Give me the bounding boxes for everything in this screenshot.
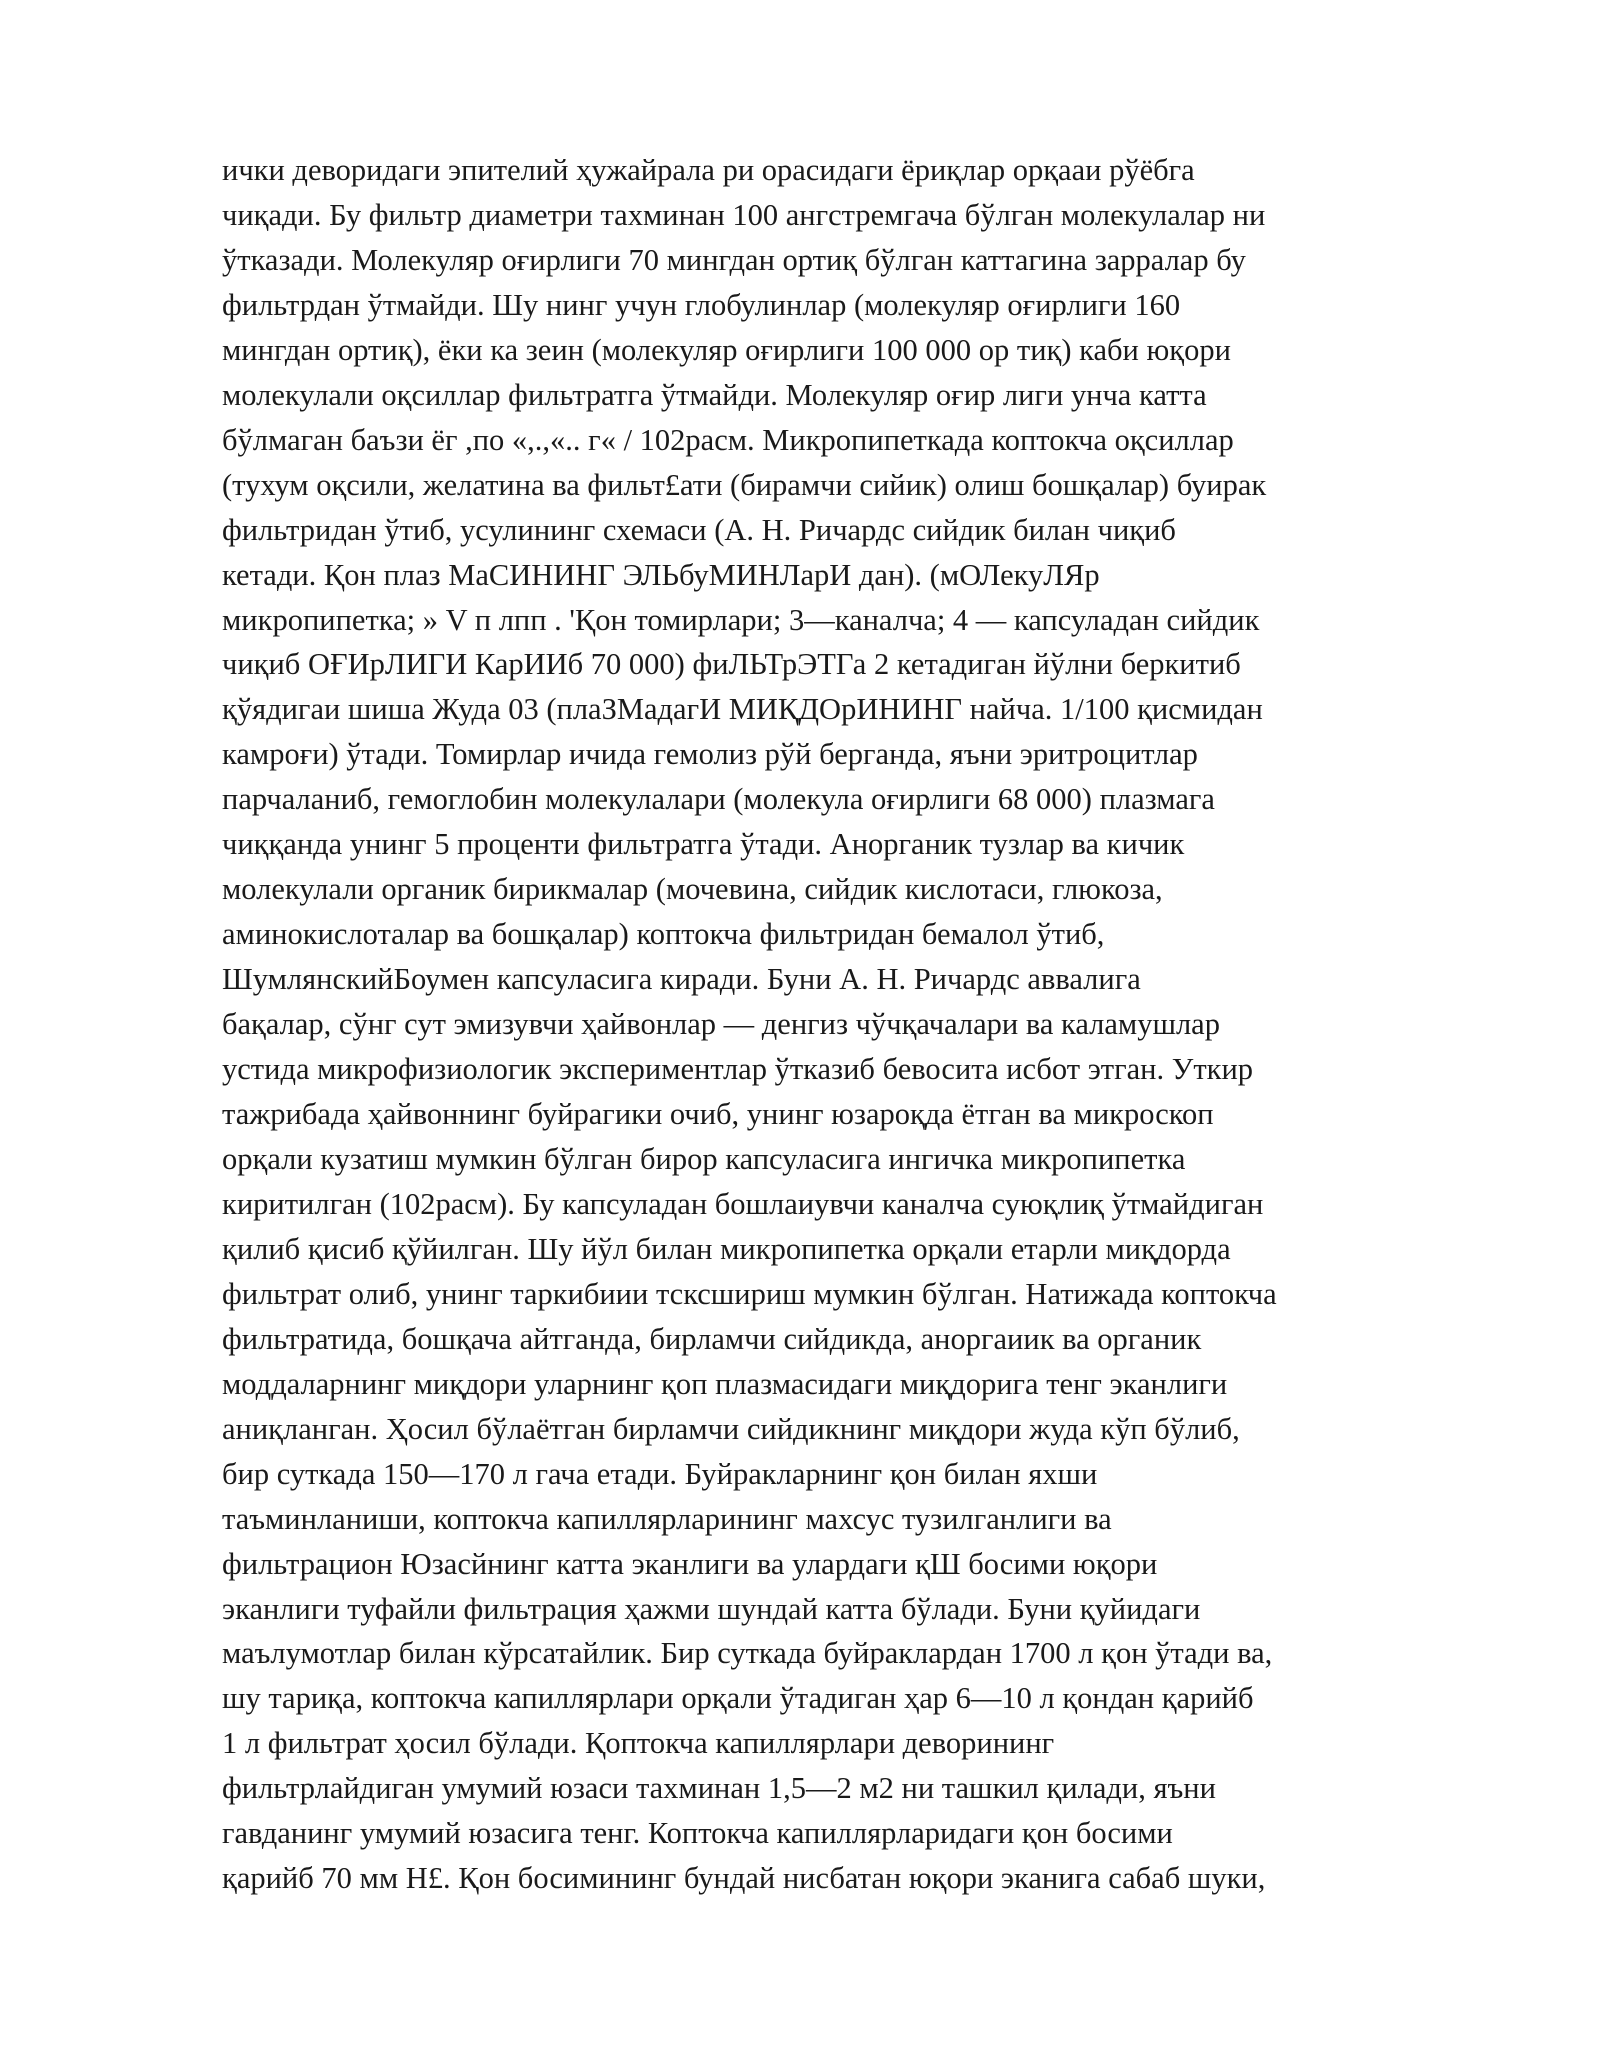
text-line: бўлмаган баъзи ёг ,по «,.,«.. г« / 102расм. Микропипеткада коптокча оқсиллар xyxy=(222,422,1234,457)
text-line: чиқиб ОҒИрЛИГИ КарИИб 70 000) фиЛЬТрЭТГа 2 кетадиган йўлни беркитиб xyxy=(222,647,1241,682)
text-line: аминокислоталар ва бошқалар) коптокча фильтридан бемалол ўтиб, xyxy=(222,917,1105,952)
text-line: молекулали оқсиллар фильтратга ўтмайди. Молекуляр оғир лиги унча катта xyxy=(222,377,1207,412)
text-line: фильтратида, бошқача айтганда, бирламчи сийдикда, аноргаиик ва органик xyxy=(222,1321,1202,1356)
text-line: қўядигаи шиша Жуда 03 (плаЗМадагИ МИҚДОрИНИНГ найча. 1/100 қисмидан xyxy=(222,692,1263,727)
text-line: маълумотлар билан кўрсатайлик. Бир суткада буйраклардан 1700 л қон ўтади ва, xyxy=(222,1636,1273,1671)
text-line: фильтрлайдиган умумий юзаси тахминан 1,5—2 м2 ни ташкил қилади, яъни xyxy=(222,1771,1216,1806)
text-line: киритилган (102расм). Бу капсуладан бошлаиувчи каналча суюқлиқ ўтмайдиган xyxy=(222,1186,1264,1221)
text-line: устида микрофизиологик экспериментлар ўтказиб бевосита исбот этган. Уткир xyxy=(222,1052,1254,1087)
text-line: ШумлянскийБоумен капсуласига киради. Буни А. Н. Ричардс аввалига xyxy=(222,962,1141,997)
text-line: кетади. Қон плаз МаСИНИНГ ЭЛЬбуМИНЛарИ дан). (мОЛекуЛЯр xyxy=(222,557,1100,592)
text-line: фильтрдан ўтмайди. Шу нинг учун глобулинлар (молекуляр оғирлиги 160 xyxy=(222,287,1181,322)
text-line: фильтрат олиб, унинг таркибиии тсксшириш мумкин бўлган. Натижада коптокча xyxy=(222,1276,1277,1311)
text-line: (тухум оқсили, желатина ва фильт£ати (бирамчи сийик) олиш бошқалар) буирак xyxy=(222,467,1267,502)
text-line: 1 л фильтрат ҳосил бўлади. Қоптокча капиллярлари деворининг xyxy=(222,1726,1055,1761)
text-line: бир суткада 150—170 л гача етади. Буйракларнинг қон билан яхши xyxy=(222,1456,1098,1491)
text-line: ўтказади. Молекуляр оғирлиги 70 мингдан ортиқ бўлган каттагина зарралар бу xyxy=(222,242,1246,277)
text-line: мингдан ортиқ), ёки ка зеин (молекуляр оғирлиги 100 000 ор тиқ) каби юқори xyxy=(222,332,1231,367)
text-line: камроғи) ўтади. Томирлар ичида гемолиз рўй берганда, яъни эритроцитлар xyxy=(222,737,1198,772)
text-line: моддаларнинг миқдори уларнинг қоп плазмасидаги миқдорига тенг эканлиги xyxy=(222,1366,1228,1401)
text-line: чиққанда унинг 5 проценти фильтратга ўтади. Анорганик тузлар ва кичик xyxy=(222,827,1185,862)
text-line: парчаланиб, гемоглобин молекулалари (молекула оғирлиги 68 000) плазмага xyxy=(222,782,1215,817)
text-line: молекулали органик бирикмалар (мочевина, сийдик кислотаси, глюкоза, xyxy=(222,872,1163,907)
text-line: бақалар, сўнг сут эмизувчи ҳайвонлар — денгиз чўчқачалари ва каламушлар xyxy=(222,1007,1220,1042)
text-line: фильтридан ўтиб, усулининг схемаси (А. Н. Ричардс сийдик билан чиқиб xyxy=(222,512,1176,547)
text-line: тажрибада ҳайвоннинг буйрагики очиб, унинг юзароқда ётган ва микроскоп xyxy=(222,1097,1214,1132)
text-line: орқали кузатиш мумкин бўлган бирор капсуласига ингичка микропипетка xyxy=(222,1141,1186,1176)
text-line: аниқланган. Ҳосил бўлаётган бирламчи сийдикнинг миқдори жуда кўп бўлиб, xyxy=(222,1411,1240,1446)
text-line: таъминланиши, коптокча капиллярларининг махсус тузилганлиги ва xyxy=(222,1501,1112,1536)
text-line: ички деворидаги эпителий ҳужайрала ри орасидаги ёриқлар орқааи рўёбга xyxy=(222,153,1195,187)
text-line: шу тариқа, коптокча капиллярлари орқали ўтадиган ҳар 6—10 л қондан қарийб xyxy=(222,1681,1254,1716)
text-line: микропипетка; » V п лпп . 'Қон томирлари; 3—каналча; 4 — капсуладан сийдик xyxy=(222,602,1260,637)
text-line: гавданинг умумий юзасига тенг. Коптокча капиллярларидаги қон босими xyxy=(222,1816,1173,1851)
text-line: эканлиги туфайли фильтрация ҳажми шундай катта бўлади. Буни қуйидаги xyxy=(222,1591,1201,1626)
text-line: қарийб 70 мм Н£. Қон босимининг бундай нисбатан юқори эканига сабаб шуки, xyxy=(222,1861,1266,1896)
text-line: қилиб қисиб қўйилган. Шу йўл билан микропипетка орқали етарли миқдорда xyxy=(222,1231,1231,1266)
text-line: чиқади. Бу фильтр диаметри тахминан 100 ангстремгача бўлган молекулалар ни xyxy=(222,197,1266,232)
body-text xyxy=(222,148,1522,1901)
text-line: фильтрацион Юзасйнинг катта эканлиги ва улардаги қШ босими юқори xyxy=(222,1546,1158,1581)
